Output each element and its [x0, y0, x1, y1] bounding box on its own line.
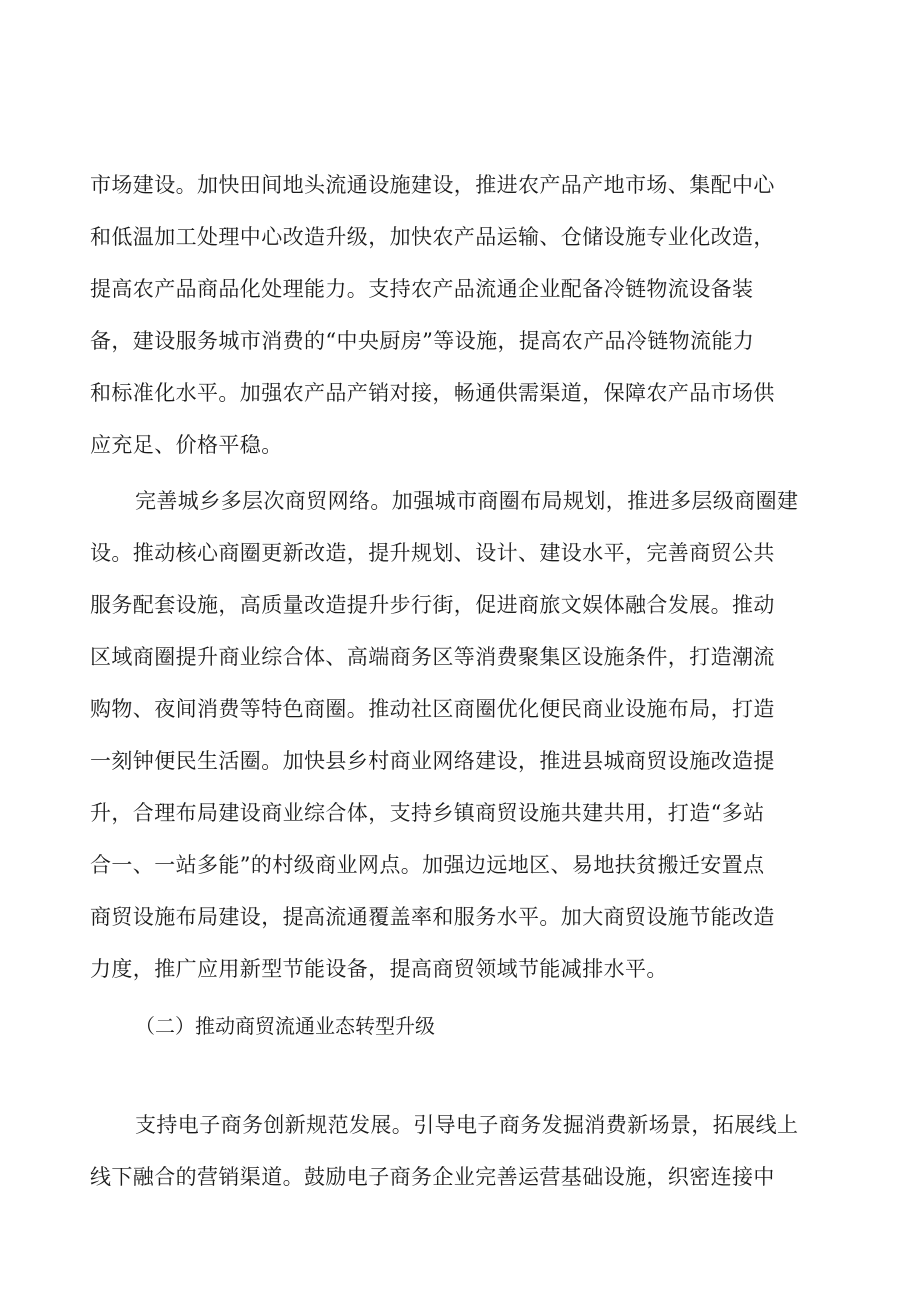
- text-line: 升，合理布局建设商业综合体，支持乡镇商贸设施共建共用，打造“多站: [90, 801, 765, 825]
- text-line: 和低温加工处理中心改造升级，加快农产品运输、仓储设施专业化改造，: [90, 225, 775, 249]
- text-line: 市场建设。加快田间地头流通设施建设，推进农产品产地市场、集配中心: [90, 173, 775, 197]
- text-line: 备，建设服务城市消费的“中央厨房”等设施，提高农产品冷链物流能力: [90, 329, 755, 353]
- text-line: 服务配套设施，高质量改造提升步行街，促进商旅文娱体融合发展。推动: [90, 593, 775, 617]
- text-line: 设。推动核心商圈更新改造，提升规划、设计、建设水平，完善商贸公共: [90, 541, 775, 565]
- text-line-indented: 完善城乡多层次商贸网络。加强城市商圈布局规划，推进多层级商圈建: [135, 489, 799, 513]
- text-line: 区域商圈提升商业综合体、高端商务区等消费聚集区设施条件，打造潮流: [90, 645, 775, 669]
- text-line: 合一、一站多能”的村级商业网点。加强边远地区、易地扶贫搬迁安置点: [90, 853, 765, 877]
- text-line: 购物、夜间消费等特色商圈。推动社区商圈优化便民商业设施布局，打造: [90, 697, 775, 721]
- text-line: 应充足、价格平稳。: [90, 433, 283, 457]
- text-line: 提高农产品商品化处理能力。支持农产品流通企业配备冷链物流设备装: [90, 277, 754, 301]
- text-line: 线下融合的营销渠道。鼓励电子商务企业完善运营基础设施，织密连接中: [90, 1165, 775, 1189]
- text-line-indented: 支持电子商务创新规范发展。引导电子商务发掘消费新场景，拓展线上: [135, 1113, 799, 1137]
- text-line: 力度，推广应用新型节能设备，提高商贸领域节能减排水平。: [90, 957, 668, 981]
- text-line: 和标准化水平。加强农产品产销对接，畅通供需渠道，保障农产品市场供: [90, 381, 775, 405]
- text-line: 商贸设施布局建设，提高流通覆盖率和服务水平。加大商贸设施节能改造: [90, 905, 775, 929]
- section-heading: （二）推动商贸流通业态转型升级: [135, 1014, 435, 1038]
- text-line: 一刻钟便民生活圈。加快县乡村商业网络建设，推进县城商贸设施改造提: [90, 749, 775, 773]
